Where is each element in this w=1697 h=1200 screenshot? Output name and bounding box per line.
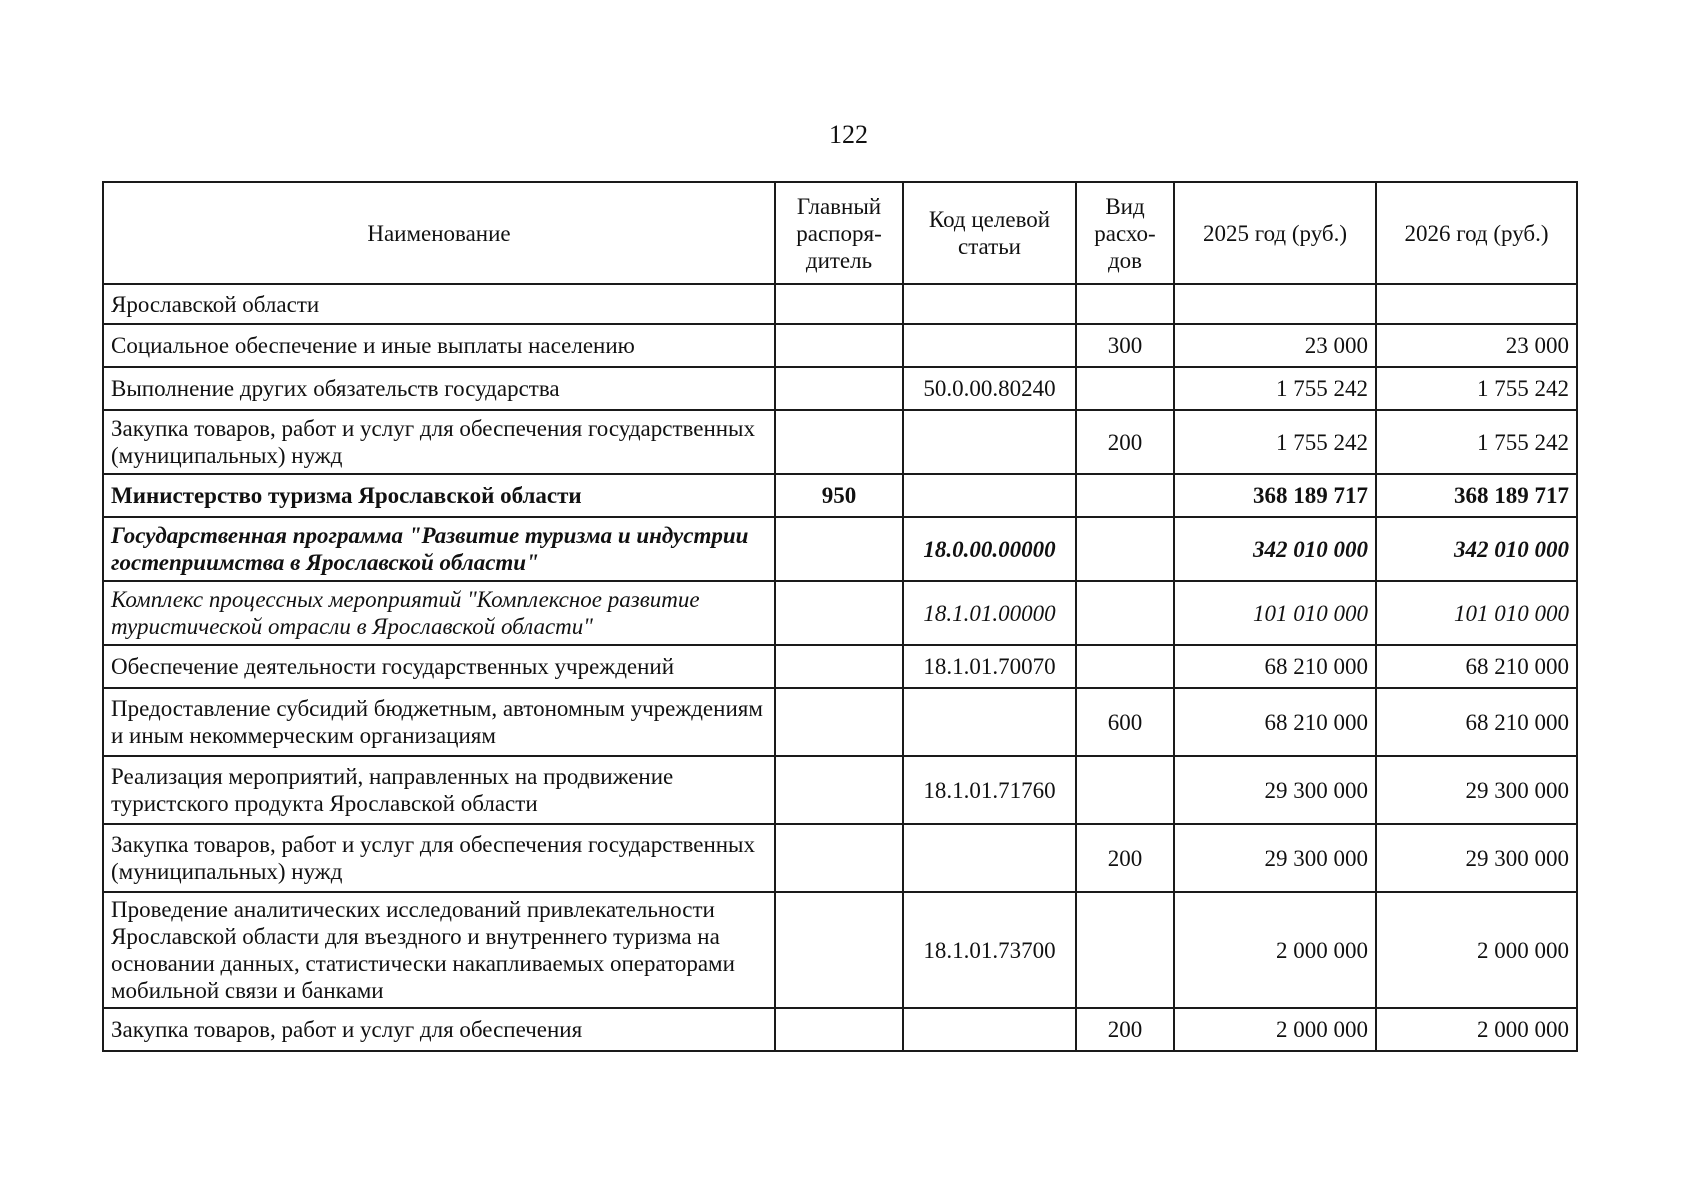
row-amount-2026-cell: 29 300 000 xyxy=(1376,824,1577,892)
row-amount-2026-cell: 101 010 000 xyxy=(1376,581,1577,645)
row-manager-cell xyxy=(775,756,903,824)
row-name-cell: Комплекс процессных мероприятий "Комплексное развитие туристической отрасли в Ярославской области" xyxy=(103,581,775,645)
table-body xyxy=(103,284,1577,1051)
row-amount-2026-cell: 1 755 242 xyxy=(1376,367,1577,410)
row-name-cell: Закупка товаров, работ и услуг для обеспечения xyxy=(103,1008,775,1051)
row-code-cell xyxy=(903,324,1076,367)
row-amount-2025-cell: 342 010 000 xyxy=(1174,517,1376,581)
row-amount-2025-cell: 23 000 xyxy=(1174,324,1376,367)
table-row xyxy=(103,645,1577,688)
row-amount-2025-cell: 101 010 000 xyxy=(1174,581,1376,645)
row-manager-cell xyxy=(775,581,903,645)
row-amount-2025-cell: 68 210 000 xyxy=(1174,645,1376,688)
row-amount-2025-cell xyxy=(1174,284,1376,324)
page-number: 122 xyxy=(829,120,868,149)
header-year-2026: 2026 год (руб.) xyxy=(1376,182,1577,284)
row-expense-type-cell xyxy=(1076,474,1174,517)
row-code-cell: 18.1.01.70070 xyxy=(903,645,1076,688)
row-expense-type-cell xyxy=(1076,284,1174,324)
row-amount-2026-cell: 68 210 000 xyxy=(1376,645,1577,688)
row-manager-cell xyxy=(775,410,903,474)
table-row xyxy=(103,892,1577,1008)
row-name-cell: Закупка товаров, работ и услуг для обеспечения государственных (муниципальных) нужд xyxy=(103,410,775,474)
table-row xyxy=(103,1008,1577,1051)
row-amount-2026-cell: 2 000 000 xyxy=(1376,1008,1577,1051)
row-code-cell xyxy=(903,284,1076,324)
row-manager-cell xyxy=(775,324,903,367)
row-expense-type-cell: 200 xyxy=(1076,1008,1174,1051)
row-code-cell xyxy=(903,410,1076,474)
row-manager-cell xyxy=(775,284,903,324)
row-amount-2025-cell: 368 189 717 xyxy=(1174,474,1376,517)
row-expense-type-cell xyxy=(1076,756,1174,824)
row-amount-2026-cell: 342 010 000 xyxy=(1376,517,1577,581)
row-expense-type-cell: 300 xyxy=(1076,324,1174,367)
row-expense-type-cell xyxy=(1076,517,1174,581)
table-row xyxy=(103,581,1577,645)
table-row xyxy=(103,410,1577,474)
row-code-cell xyxy=(903,824,1076,892)
row-code-cell: 18.1.01.73700 xyxy=(903,892,1076,1008)
row-code-cell: 18.1.01.71760 xyxy=(903,756,1076,824)
row-expense-type-cell: 200 xyxy=(1076,410,1174,474)
row-expense-type-cell xyxy=(1076,581,1174,645)
row-amount-2026-cell: 29 300 000 xyxy=(1376,756,1577,824)
row-amount-2025-cell: 2 000 000 xyxy=(1174,1008,1376,1051)
row-expense-type-cell xyxy=(1076,892,1174,1008)
row-amount-2025-cell: 1 755 242 xyxy=(1174,410,1376,474)
row-expense-type-cell: 200 xyxy=(1076,824,1174,892)
row-code-cell xyxy=(903,1008,1076,1051)
row-amount-2025-cell: 2 000 000 xyxy=(1174,892,1376,1008)
row-manager-cell xyxy=(775,517,903,581)
row-name-cell: Закупка товаров, работ и услуг для обеспечения государственных (муниципальных) нужд xyxy=(103,824,775,892)
budget-table xyxy=(102,181,1578,1052)
table-row xyxy=(103,474,1577,517)
row-manager-cell xyxy=(775,367,903,410)
header-main-manager: Главный распоря-дитель xyxy=(775,182,903,284)
row-amount-2026-cell xyxy=(1376,284,1577,324)
row-name-cell: Проведение аналитических исследований привлекательности Ярославской области для въездного и внутреннего туризма на основании данных, статистически накапливаемых операторами мобильной связи и банками xyxy=(103,892,775,1008)
row-name-cell: Выполнение других обязательств государства xyxy=(103,367,775,410)
row-manager-cell xyxy=(775,892,903,1008)
row-code-cell: 18.1.01.00000 xyxy=(903,581,1076,645)
row-expense-type-cell xyxy=(1076,367,1174,410)
row-code-cell: 50.0.00.80240 xyxy=(903,367,1076,410)
row-amount-2026-cell: 23 000 xyxy=(1376,324,1577,367)
table-row xyxy=(103,688,1577,756)
header-name: Наименование xyxy=(103,182,775,284)
row-code-cell xyxy=(903,474,1076,517)
row-amount-2025-cell: 1 755 242 xyxy=(1174,367,1376,410)
row-manager-cell xyxy=(775,1008,903,1051)
row-amount-2025-cell: 29 300 000 xyxy=(1174,824,1376,892)
row-amount-2026-cell: 2 000 000 xyxy=(1376,892,1577,1008)
row-name-cell: Социальное обеспечение и иные выплаты населению xyxy=(103,324,775,367)
row-expense-type-cell: 600 xyxy=(1076,688,1174,756)
row-manager-cell xyxy=(775,688,903,756)
header-target-code: Код целевой статьи xyxy=(903,182,1076,284)
row-amount-2025-cell: 29 300 000 xyxy=(1174,756,1376,824)
row-name-cell: Государственная программа "Развитие туризма и индустрии гостеприимства в Ярославской области" xyxy=(103,517,775,581)
row-name-cell: Министерство туризма Ярославской области xyxy=(103,474,775,517)
table-header-row xyxy=(103,182,1577,284)
row-manager-cell xyxy=(775,645,903,688)
row-amount-2026-cell: 368 189 717 xyxy=(1376,474,1577,517)
row-name-cell: Предоставление субсидий бюджетным, автономным учреждениям и иным некоммерческим организациям xyxy=(103,688,775,756)
table-row xyxy=(103,367,1577,410)
row-code-cell: 18.0.00.00000 xyxy=(903,517,1076,581)
row-name-cell: Реализация мероприятий, направленных на продвижение туристского продукта Ярославской области xyxy=(103,756,775,824)
table-row xyxy=(103,284,1577,324)
table-row xyxy=(103,824,1577,892)
header-expense-type: Вид расхо-дов xyxy=(1076,182,1174,284)
row-amount-2025-cell: 68 210 000 xyxy=(1174,688,1376,756)
row-manager-cell xyxy=(775,824,903,892)
row-amount-2026-cell: 1 755 242 xyxy=(1376,410,1577,474)
table-row xyxy=(103,517,1577,581)
row-expense-type-cell xyxy=(1076,645,1174,688)
row-name-cell: Ярославской области xyxy=(103,284,775,324)
row-amount-2026-cell: 68 210 000 xyxy=(1376,688,1577,756)
table-row xyxy=(103,324,1577,367)
row-name-cell: Обеспечение деятельности государственных учреждений xyxy=(103,645,775,688)
header-year-2025: 2025 год (руб.) xyxy=(1174,182,1376,284)
row-manager-cell: 950 xyxy=(775,474,903,517)
table-row xyxy=(103,756,1577,824)
row-code-cell xyxy=(903,688,1076,756)
